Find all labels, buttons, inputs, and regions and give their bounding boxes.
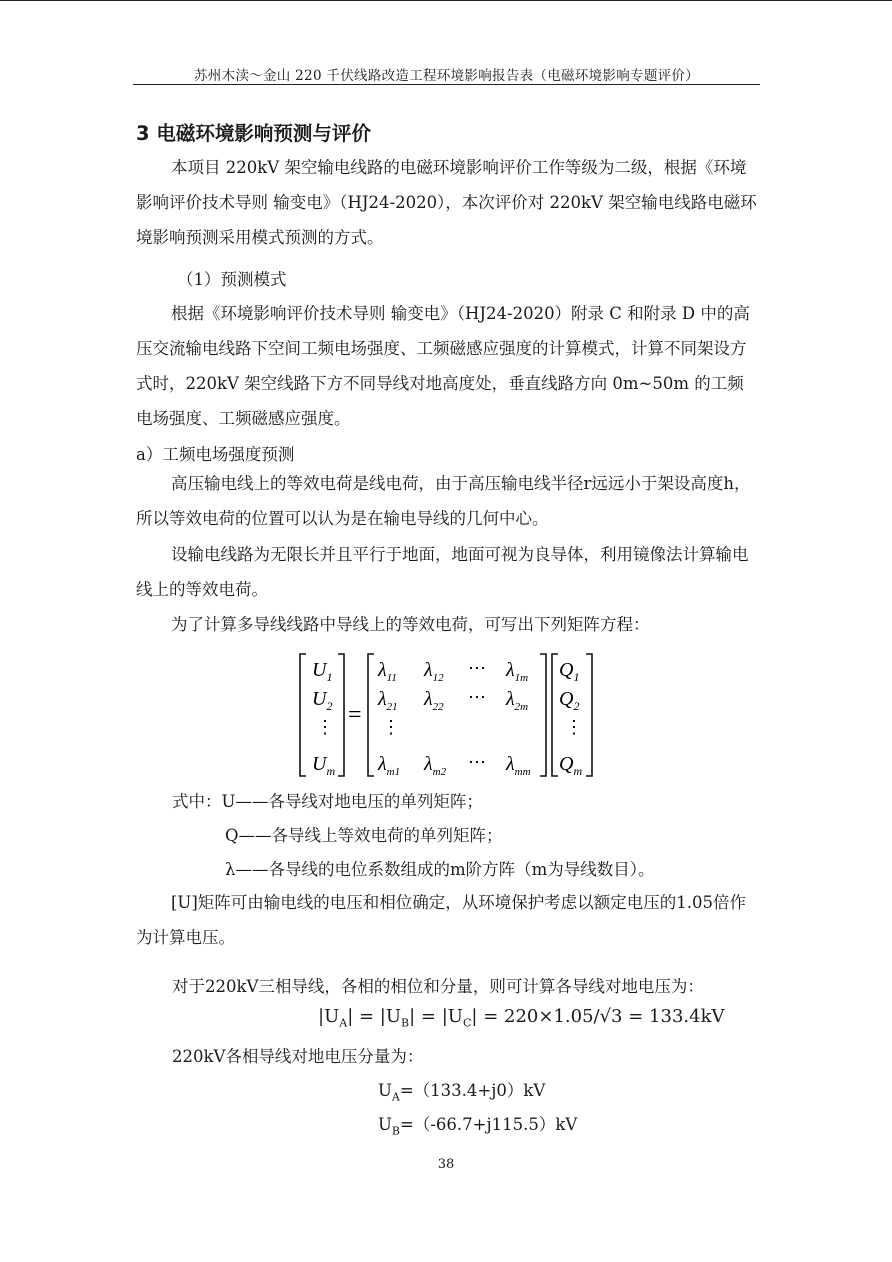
lambda-bracket-left bbox=[368, 654, 374, 776]
section-title: 3 电磁环境影响预测与评价 bbox=[136, 122, 371, 145]
lambda-entry: $\lambda_{mm}$ bbox=[506, 753, 531, 778]
ub-value: $U_B=(-66.7+j115.5)kV$ bbox=[378, 1115, 578, 1138]
voltage-formula: $|U_A| = |U_B| = |U_C| = 220\times 1.05/√3 = 133.4kV$ bbox=[318, 1006, 725, 1030]
ua-abs: $|U_A|$ bbox=[318, 1006, 354, 1030]
u-bracket-right bbox=[338, 654, 344, 776]
u-entry: ⋮ bbox=[316, 717, 334, 737]
subheading-electric-field: a）工频电场强度预测 bbox=[136, 445, 295, 464]
lambda-entry: $\lambda_{m1}$ bbox=[378, 753, 401, 778]
page-number: 38 bbox=[437, 1157, 455, 1172]
q-entry: $Q_2$ bbox=[559, 688, 580, 713]
lambda-entry: ⋯ bbox=[468, 687, 486, 707]
subheading-prediction-mode: （1）预测模式 bbox=[177, 270, 287, 289]
header-rule bbox=[133, 84, 760, 85]
mirror-paragraph: 设输电线路为无限长并且平行于地面，地面可视为良导体，利用镜像法计算输电线上的等效电荷。 bbox=[136, 545, 749, 599]
intro-paragraph: 本项目 220kV 架空输电线路的电磁环境影响评价工作等级为二级，根据《环境影响评价技术导则 输变电》（HJ24-2020），本次评价对 220kV 架空输电线路电磁环境影响预测采用模式预测的方式。 bbox=[136, 158, 757, 247]
u-entry: $U_m$ bbox=[312, 753, 336, 778]
voltage-matrix-paragraph: [U]矩阵可由输电线的电压和相位确定，从环境保护考虑以额定电压的1.05倍作为计算电压。 bbox=[136, 893, 747, 947]
lambda-entry: ⋯ bbox=[468, 658, 486, 678]
q-entry: $Q_1$ bbox=[559, 659, 580, 684]
lambda-entry: ⋯ bbox=[468, 752, 486, 772]
u-entry: $U_2$ bbox=[312, 688, 333, 713]
method-paragraph: 根据《环境影响评价技术导则 输变电》（HJ24-2020）附录 C 和附录 D 中的高压交流输电线路下空间工频电场强度、工频磁感应强度的计算模式，计算不同架设方式时，220kV 架空线路下方不同导线对地高度处，垂直线路方向 0m~50m 的工频电场强度、工频磁感应强度。 bbox=[136, 304, 750, 428]
three-phase-paragraph: 对于220kV三相导线，各相的相位和分量，则可计算各导线对地电压为： bbox=[172, 977, 704, 996]
page-header: 苏州木渎～金山 220 千伏线路改造工程环境影响报告表（电磁环境影响专题评价） bbox=[193, 68, 700, 84]
where-u: 式中：U——各导线对地电压的单列矩阵； bbox=[172, 792, 483, 811]
matrix-svg bbox=[296, 650, 596, 780]
top-border bbox=[0, 0, 892, 1]
q-entry: $Q_m$ bbox=[559, 753, 583, 778]
u-bracket-left bbox=[300, 654, 306, 776]
q-bracket-left bbox=[552, 654, 558, 776]
lambda-entry: $\lambda_{21}$ bbox=[378, 688, 398, 713]
matrix-intro-paragraph: 为了计算多导线线路中导线上的等效电荷，可写出下列矩阵方程： bbox=[171, 615, 650, 634]
uc-abs: $|U_C|$ bbox=[441, 1006, 478, 1030]
phase-component-intro: 220kV各相导线对地电压分量为： bbox=[172, 1047, 424, 1066]
lambda-entry: ⋮ bbox=[382, 717, 400, 737]
charge-paragraph: 高压输电线上的等效电荷是线电荷，由于高压输电线半径r远远小于架设高度h，所以等效电荷的位置可以认为是在输电导线的几何中心。 bbox=[136, 474, 751, 528]
lambda-entry: $\lambda_{1m}$ bbox=[506, 659, 529, 684]
ua-value: $U_A=(133.4+j0)kV$ bbox=[378, 1081, 546, 1104]
where-lambda: λ——各导线的电位系数组成的m阶方阵（m为导线数目）。 bbox=[225, 860, 655, 879]
lambda-entry: $\lambda_{12}$ bbox=[424, 659, 444, 684]
lambda-entry: $\lambda_{m2}$ bbox=[424, 753, 447, 778]
lambda-entry: $\lambda_{22}$ bbox=[424, 688, 444, 713]
matrix-equation bbox=[296, 650, 596, 780]
formula-rhs: = 220×1.05/√3 = 133.4kV bbox=[483, 1006, 725, 1027]
q-bracket-right bbox=[586, 654, 592, 776]
lambda-entry: $\lambda_{2m}$ bbox=[506, 688, 529, 713]
u-entry: $U_1$ bbox=[312, 659, 333, 684]
q-entry: ⋮ bbox=[565, 717, 583, 737]
ub-abs: $|U_B|$ bbox=[379, 1006, 416, 1030]
equals-sign: = bbox=[348, 702, 362, 728]
lambda-bracket-right bbox=[540, 654, 546, 776]
where-q: Q——各导线上等效电荷的单列矩阵； bbox=[225, 826, 503, 845]
lambda-entry: $\lambda_{11}$ bbox=[378, 659, 397, 684]
